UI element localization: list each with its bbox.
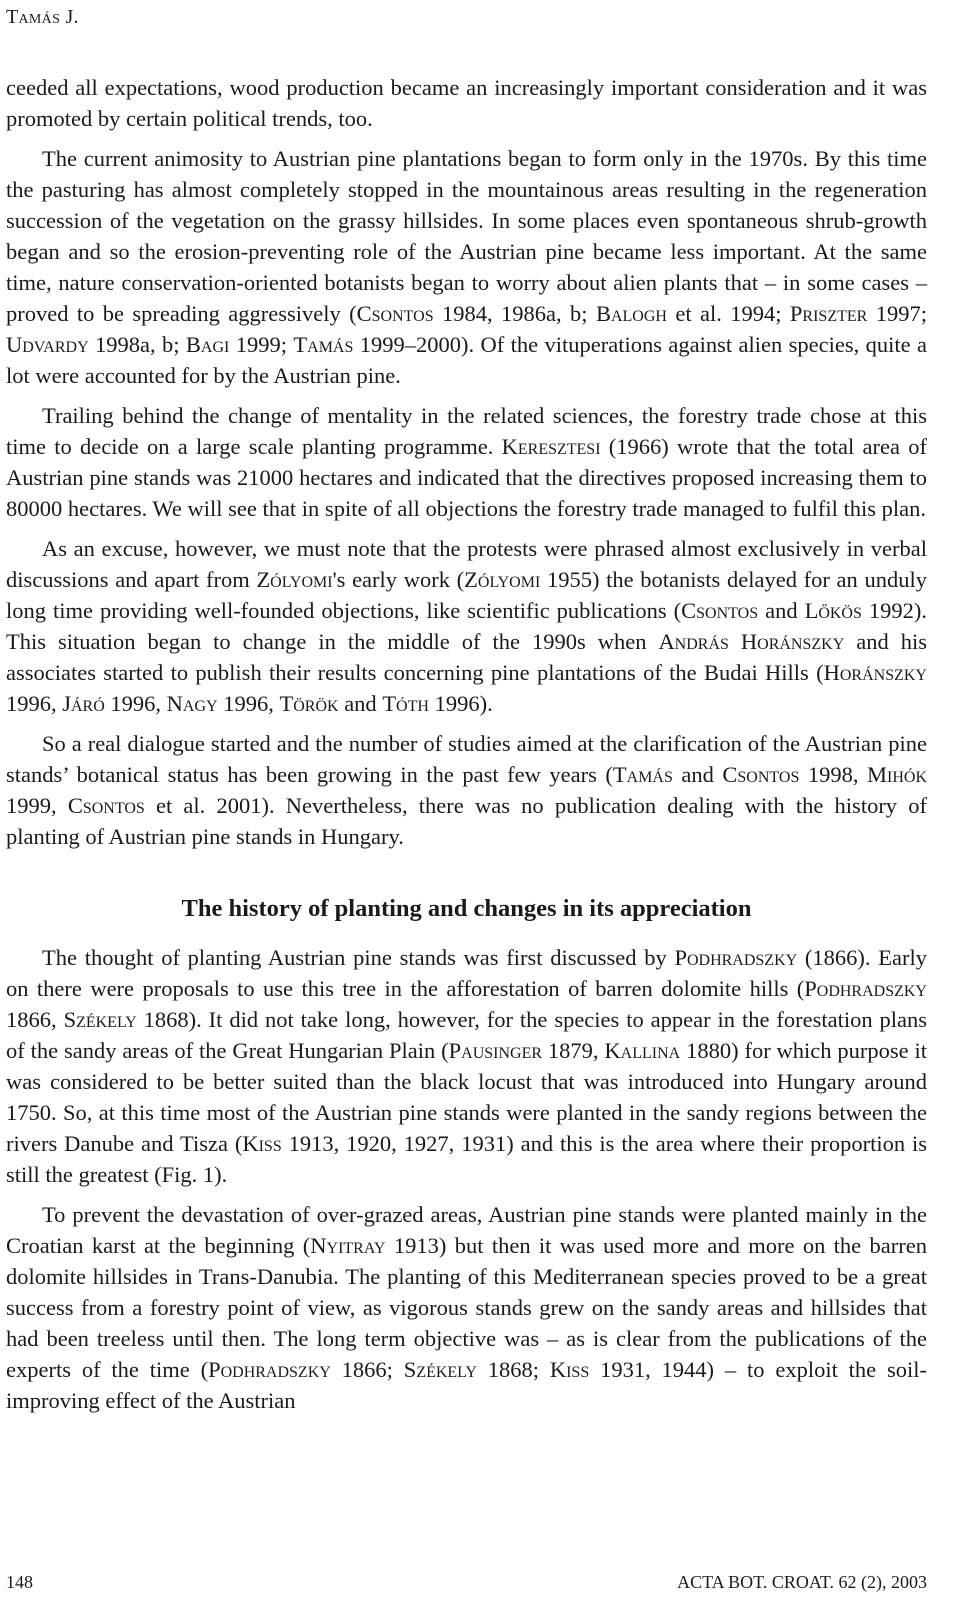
paragraph-text: 1866;: [330, 1357, 404, 1382]
author-citation: Podhradszky: [674, 945, 798, 970]
author-citation: Zólyomi: [256, 567, 333, 592]
paragraph-text: 1996,: [6, 691, 63, 716]
header-author: Tamás J.: [6, 6, 79, 28]
paragraph-text: As an excuse, however, we must note that the protests were phrased almost exclusively in verbal discussions and apart from: [6, 536, 927, 592]
author-citation: Keresztesi: [501, 434, 601, 459]
paragraph-text: 's early work (: [332, 567, 465, 592]
paragraph-text: The thought of planting Austrian pine stands was first discussed by: [42, 945, 675, 970]
paragraph-text: ceeded all expectations, wood production became an increasingly important consideration and it was promoted by certain political trends, too.: [6, 75, 927, 131]
paragraph-text: 1996,: [217, 691, 280, 716]
paragraph-text: (1866). Early on there were proposals to use this tree in the afforestation of barren dolomite hills (: [6, 945, 927, 1001]
paragraph-text: 1999,: [6, 793, 68, 818]
author-citation: Csontos: [722, 762, 800, 787]
paragraph-text: et al. 2001). Nevertheless, there was no publication dealing with the history of planting of Austrian pine stands in Hungary.: [6, 793, 927, 849]
paragraph-text: and: [758, 598, 805, 623]
paragraph-text: To prevent the devastation of over-grazed areas, Austrian pine stands were planted mainly in the Croatian karst at the beginning (: [6, 1202, 927, 1258]
paragraph-text: (1966) wrote that the total area of Austrian pine stands was 21000 hectares and indicated that the directives proposed increasing them to 80000 hectares. We will see that in spite of all objections the forestry trade managed to fulfil this plan.: [6, 434, 927, 521]
paragraph-text: and: [338, 691, 383, 716]
author-citation: András Horánszky: [658, 629, 845, 654]
paragraph-text: 1879,: [542, 1038, 605, 1063]
paragraph: [6, 72, 927, 134]
paragraph-text: So a real dialogue started and the number of studies aimed at the clarification of the Austrian pine stands’ botanical status has been growing in the past few years (: [6, 731, 927, 787]
running-header: [6, 6, 79, 29]
author-citation: Pausinger: [448, 1038, 543, 1063]
author-citation: Járó: [62, 691, 105, 716]
paragraph-text: 1880) for which purpose it was considered to be better suited than the black locust that was introduced into Hungary around 1750. So, at this time most of the Austrian pine stands were planted in the sandy regions between the rivers Danube and Tisza (: [6, 1038, 928, 1156]
paragraph-text: 1984, 1986a, b;: [433, 301, 596, 326]
author-citation: Zólyomi: [464, 567, 541, 592]
author-citation: Székely: [63, 1007, 137, 1032]
author-citation: Tamás: [612, 762, 673, 787]
paragraph-text: 1998,: [799, 762, 868, 787]
author-citation: Mihók: [867, 762, 928, 787]
paragraph-text: 1913, 1920, 1927, 1931) and this is the area where their proportion is still the greatest (Fig. 1).: [6, 1131, 927, 1187]
paragraph-text: Trailing behind the change of mentality in the related sciences, the forestry trade chose at this time to decide on a large scale planting programme.: [6, 403, 927, 459]
author-citation: Bagi: [185, 332, 230, 357]
author-citation: Podhradszky: [804, 976, 927, 1001]
paragraph: [6, 533, 927, 719]
page-number: 148: [6, 1572, 33, 1592]
paragraph-text: 1866,: [6, 1007, 64, 1032]
paragraph-text: 1913) but then it was used more and more on the barren dolomite hillsides in Trans-Danubia. The planting of this Mediterranean species proved to be a great success from a forestry point of view, as vigorous stands grew on the sandy areas and hillsides that had been treeless until then. The long term objective was – as is clear from the publications of the experts of the time (: [6, 1233, 927, 1382]
author-citation: Podhradszky: [208, 1357, 331, 1382]
paragraph-text: and: [672, 762, 723, 787]
author-citation: Udvardy: [6, 332, 89, 357]
author-citation: Tóth: [382, 691, 429, 716]
paragraph-text: The current animosity to Austrian pine plantations began to form only in the 1970s. By this time the pasturing has almost completely stopped in the mountainous areas resulting in the regeneration succession of the vegetation on the grassy hillsides. In some places even spontaneous shrub-growth began and so the erosion-preventing role of the Austrian pine became less important. At the same time, nature conservation-oriented botanists began to worry about alien plants that – in some cases – proved to be spreading aggressively (: [6, 146, 927, 326]
paragraph: [6, 143, 927, 391]
author-citation: Csontos: [681, 598, 759, 623]
journal-citation: ACTA BOT. CROAT. 62 (2), 2003: [677, 1572, 927, 1592]
author-citation: Csontos: [356, 301, 434, 326]
paragraph-text: 1997;: [867, 301, 927, 326]
author-citation: Csontos: [67, 793, 145, 818]
paragraph: [6, 942, 927, 1190]
paragraph-text: 1931, 1944) – to exploit the soil-improving effect of the Austrian: [6, 1357, 927, 1413]
author-citation: Priszter: [789, 301, 868, 326]
paragraph: [6, 728, 927, 852]
author-citation: Székely: [403, 1357, 477, 1382]
paragraph-text: 1868). It did not take long, however, for the species to appear in the forestation plans of the sandy areas of the Great Hungarian Plain (: [6, 1007, 928, 1063]
author-citation: Török: [279, 691, 339, 716]
paragraph: [6, 1199, 927, 1416]
paragraph-text: 1868;: [476, 1357, 550, 1382]
paragraph-text: 1955) the botanists delayed for an unduly long time providing well-founded objections, like scientific publications (: [6, 567, 927, 623]
author-citation: Balogh: [595, 301, 667, 326]
article-body: [6, 72, 927, 1425]
author-citation: Lőkös: [804, 598, 862, 623]
paragraph-text: 1996,: [104, 691, 167, 716]
author-citation: Nyitray: [310, 1233, 386, 1258]
author-citation: Tamás: [293, 332, 354, 357]
paragraph-text: and his associates started to publish their results concerning pine plantations of the Budai Hills (: [6, 629, 927, 685]
author-citation: Horánszky: [823, 660, 927, 685]
page-footer: [6, 1572, 927, 1593]
author-citation: Nagy: [166, 691, 218, 716]
paragraph-text: 1999–2000). Of the vituperations against alien species, quite a lot were accounted for by the Austrian pine.: [6, 332, 927, 388]
author-citation: Kiss: [242, 1131, 282, 1156]
paragraph-text: 1996).: [428, 691, 493, 716]
paragraph-text: 1992). This situation began to change in the middle of the 1990s when: [6, 598, 927, 654]
author-citation: Kallina: [604, 1038, 681, 1063]
paragraph-text: 1999;: [229, 332, 294, 357]
author-citation: Kiss: [549, 1357, 590, 1382]
paragraph: [6, 400, 927, 524]
section-heading: The history of planting and changes in its appreciation: [181, 895, 752, 922]
paragraph-text: et al. 1994;: [666, 301, 790, 326]
paragraph-text: 1998a, b;: [88, 332, 186, 357]
